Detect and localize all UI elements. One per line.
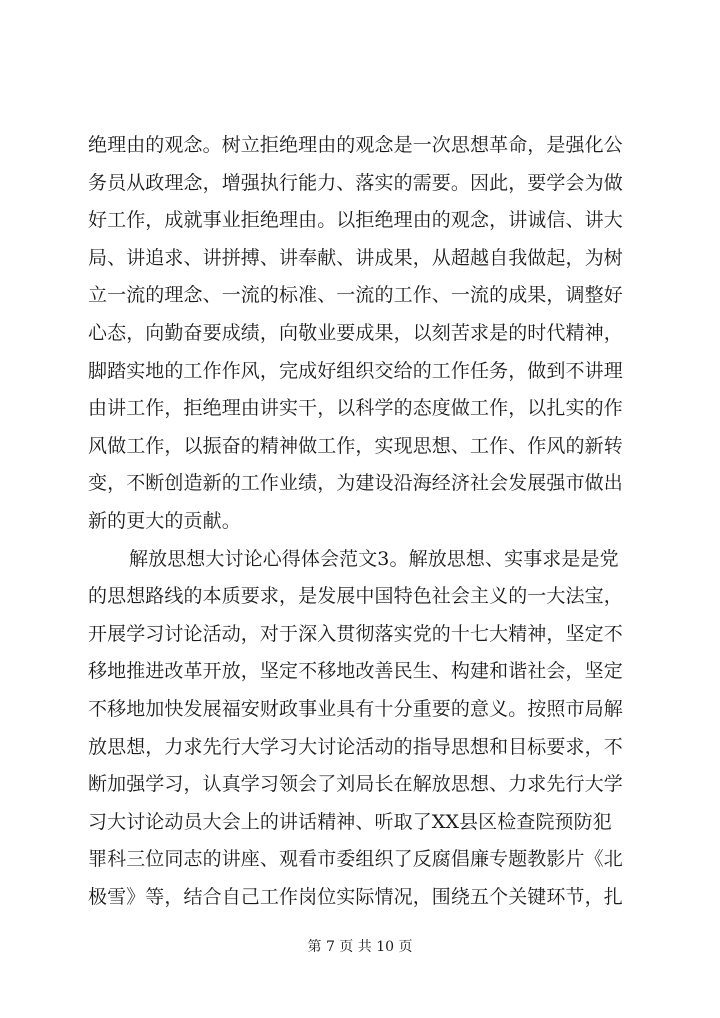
text-line: 心态，向勤奋要成绩，向敬业要成果，以刻苦求是的时代精神， — [88, 321, 623, 344]
text-line: 由讲工作，拒绝理由讲实干，以科学的态度做工作，以扎实的作 — [88, 397, 623, 420]
paragraph-2 — [88, 541, 633, 917]
text-line: 好工作，成就事业拒绝理由。以拒绝理由的观念，讲诚信、讲大 — [88, 209, 623, 232]
text-line: 放思想，力求先行大学习大讨论活动的指导思想和目标要求，不 — [88, 735, 623, 758]
text-line: 的思想路线的本质要求，是发展中国特色社会主义的一大法宝， — [88, 585, 623, 608]
text-line: 移地推进改革开放，坚定不移地改善民生、构建和谐社会，坚定 — [88, 660, 623, 683]
text-line-indented: 解放思想大讨论心得体会范文3。解放思想、实事求是是党 — [129, 547, 619, 570]
text-line: 风做工作，以振奋的精神做工作，实现思想、工作、作风的新转 — [88, 434, 623, 457]
text-line: 断加强学习，认真学习领会了刘局长在解放思想、力求先行大学 — [88, 773, 623, 796]
text-line: 立一流的理念、一流的标准、一流的工作、一流的成果，调整好 — [88, 284, 623, 307]
text-line: 变，不断创造新的工作业绩，为建设沿海经济社会发展强市做出 — [88, 472, 623, 495]
text-line: 脚踏实地的工作作风，完成好组织交给的工作任务，做到不讲理 — [88, 359, 623, 382]
text-line: 局、讲追求、讲拼搏、讲奉献、讲成果，从超越自我做起，为树 — [88, 246, 623, 269]
text-line: 罪科三位同志的讲座、观看市委组织了反腐倡廉专题教影片《北 — [88, 848, 623, 871]
paragraph-1 — [88, 127, 633, 541]
text-line: 绝理由的观念。树立拒绝理由的观念是一次思想革命，是强化公 — [88, 134, 623, 156]
text-line: 新的更大的贡献。 — [88, 509, 241, 532]
text-line: 开展学习讨论活动，对于深入贯彻落实党的十七大精神，坚定不 — [88, 622, 623, 645]
text-line: 习大讨论动员大会上的讲话精神、听取了XX县区检查院预防犯 — [88, 810, 612, 833]
page-number-footer: 第 7 页 共 10 页 — [307, 939, 413, 955]
text-line: 务员从政理念，增强执行能力、落实的需要。因此，要学会为做 — [88, 171, 623, 194]
text-line: 不移地加快发展福安财政事业具有十分重要的意义。按照市局解 — [88, 697, 623, 720]
text-line: 极雪》等，结合自己工作岗位实际情况，围绕五个关键环节，扎 — [88, 885, 623, 908]
document-body — [88, 127, 633, 916]
